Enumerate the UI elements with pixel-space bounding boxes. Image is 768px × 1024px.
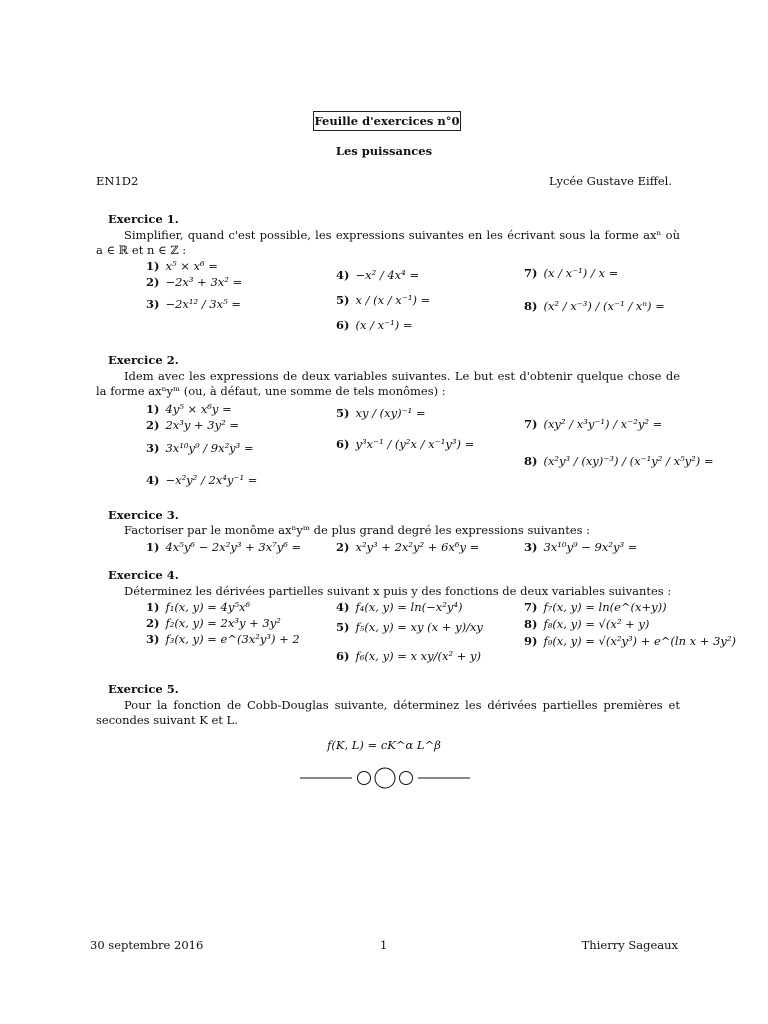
footer-date: 30 septembre 2016 [90,938,204,952]
exercise-3-title: Exercice 3. [108,508,179,522]
exercise-1-item-2: 2) −2x³ + 3x² = [146,275,243,289]
worksheet-title: Feuille d'exercices n°0 [313,111,461,131]
class-code: EN1D2 [96,174,139,188]
exercise-1-text: Simplifier, quand c'est possible, les expressions suivantes en les écrivant sous la forme axⁿ où a ∈ ℝ et n ∈ ℤ : [96,228,680,257]
exercise-2-item-4: 4) −x²y² / 2x⁴y⁻¹ = [146,473,258,487]
exercise-2-item-1: 1) 4y⁵ × x⁶y = [146,402,232,416]
cobb-douglas-formula: f(K, L) = cK^α L^β [327,738,441,752]
exercise-5-text: Pour la fonction de Cobb-Douglas suivante, déterminez les dérivées partielles premières et secondes suivant K et L. [96,698,680,727]
exercise-1-item-6: 6) (x / x⁻¹) = [336,318,413,332]
school-name: Lycée Gustave Eiffel. [549,174,672,188]
exercise-2-title: Exercice 2. [108,353,179,367]
exercise-4-item-5: 5) f₅(x, y) = xy (x + y)/xy [336,620,483,634]
exercise-1-item-7: 7) (x / x⁻¹) / x = [524,266,619,280]
exercise-1-item-3: 3) −2x¹² / 3x⁵ = [146,297,242,311]
exercise-4-item-7: 7) f₇(x, y) = ln(e^(x+y)) [524,600,667,614]
footer-page-number: 1 [380,938,388,952]
footer-author: Thierry Sageaux [581,938,678,952]
exercise-1-item-4: 4) −x² / 4x⁴ = [336,268,420,282]
exercise-4-item-8: 8) f₈(x, y) = √(x² + y) [524,617,650,631]
exercise-2-item-3: 3) 3x¹⁰y⁹ / 9x²y³ = [146,441,254,455]
exercise-4-item-9: 9) f₉(x, y) = √(x²y³) + e^(ln x + 3y²) [524,634,736,648]
exercise-2-item-8: 8) (x²y³ / (xy)⁻³) / (x⁻¹y² / x⁵y²) = [524,454,714,468]
exercise-3-item-3: 3) 3x¹⁰y⁹ − 9x²y³ = [524,540,638,554]
exercise-5-title: Exercice 5. [108,682,179,696]
exercise-4-text: Déterminez les dérivées partielles suivant x puis y des fonctions de deux variables suivantes : [124,584,672,598]
exercise-2-item-2: 2) 2x³y + 3y² = [146,418,240,432]
exercise-3-text: Factoriser par le monôme axⁿyᵐ de plus grand degré les expressions suivantes : [124,523,591,537]
exercise-1-title: Exercice 1. [108,212,179,226]
worksheet-subtitle: Les puissances [335,144,433,158]
exercise-3-item-1: 1) 4x⁵y⁶ − 2x²y³ + 3x⁷y⁶ = [146,540,302,554]
exercise-4-item-1: 1) f₁(x, y) = 4y⁵x⁶ [146,600,251,614]
exercise-2-text: Idem avec les expressions de deux variables suivantes. Le but est d'obtenir quelque chose de la forme axⁿyᵐ (ou, à défaut, une somme de tels monômes) : [96,369,680,398]
exercise-4-item-4: 4) f₄(x, y) = ln(−x²y⁴) [336,600,463,614]
exercise-4-item-3: 3) f₃(x, y) = e^(3x²y³) + 2 [146,632,300,646]
exercise-1-item-5: 5) x / (x / x⁻¹) = [336,293,431,307]
exercise-2-item-5: 5) xy / (xy)⁻¹ = [336,406,426,420]
exercise-1-item-1: 1) x⁵ × x⁶ = [146,259,218,273]
exercise-4-item-6: 6) f₆(x, y) = x xy/(x² + y) [336,649,482,663]
decorative-separator [300,764,470,792]
exercise-1-item-8: 8) (x² / x⁻³) / (x⁻¹ / xⁿ) = [524,299,665,313]
exercise-4-item-2: 2) f₂(x, y) = 2x³y + 3y² [146,616,281,630]
exercise-3-item-2: 2) x²y³ + 2x²y² + 6x⁶y = [336,540,480,554]
exercise-2-item-7: 7) (xy² / x³y⁻¹) / x⁻²y² = [524,417,663,431]
exercise-4-title: Exercice 4. [108,568,179,582]
exercise-2-item-6: 6) y³x⁻¹ / (y²x / x⁻¹y³) = [336,437,475,451]
